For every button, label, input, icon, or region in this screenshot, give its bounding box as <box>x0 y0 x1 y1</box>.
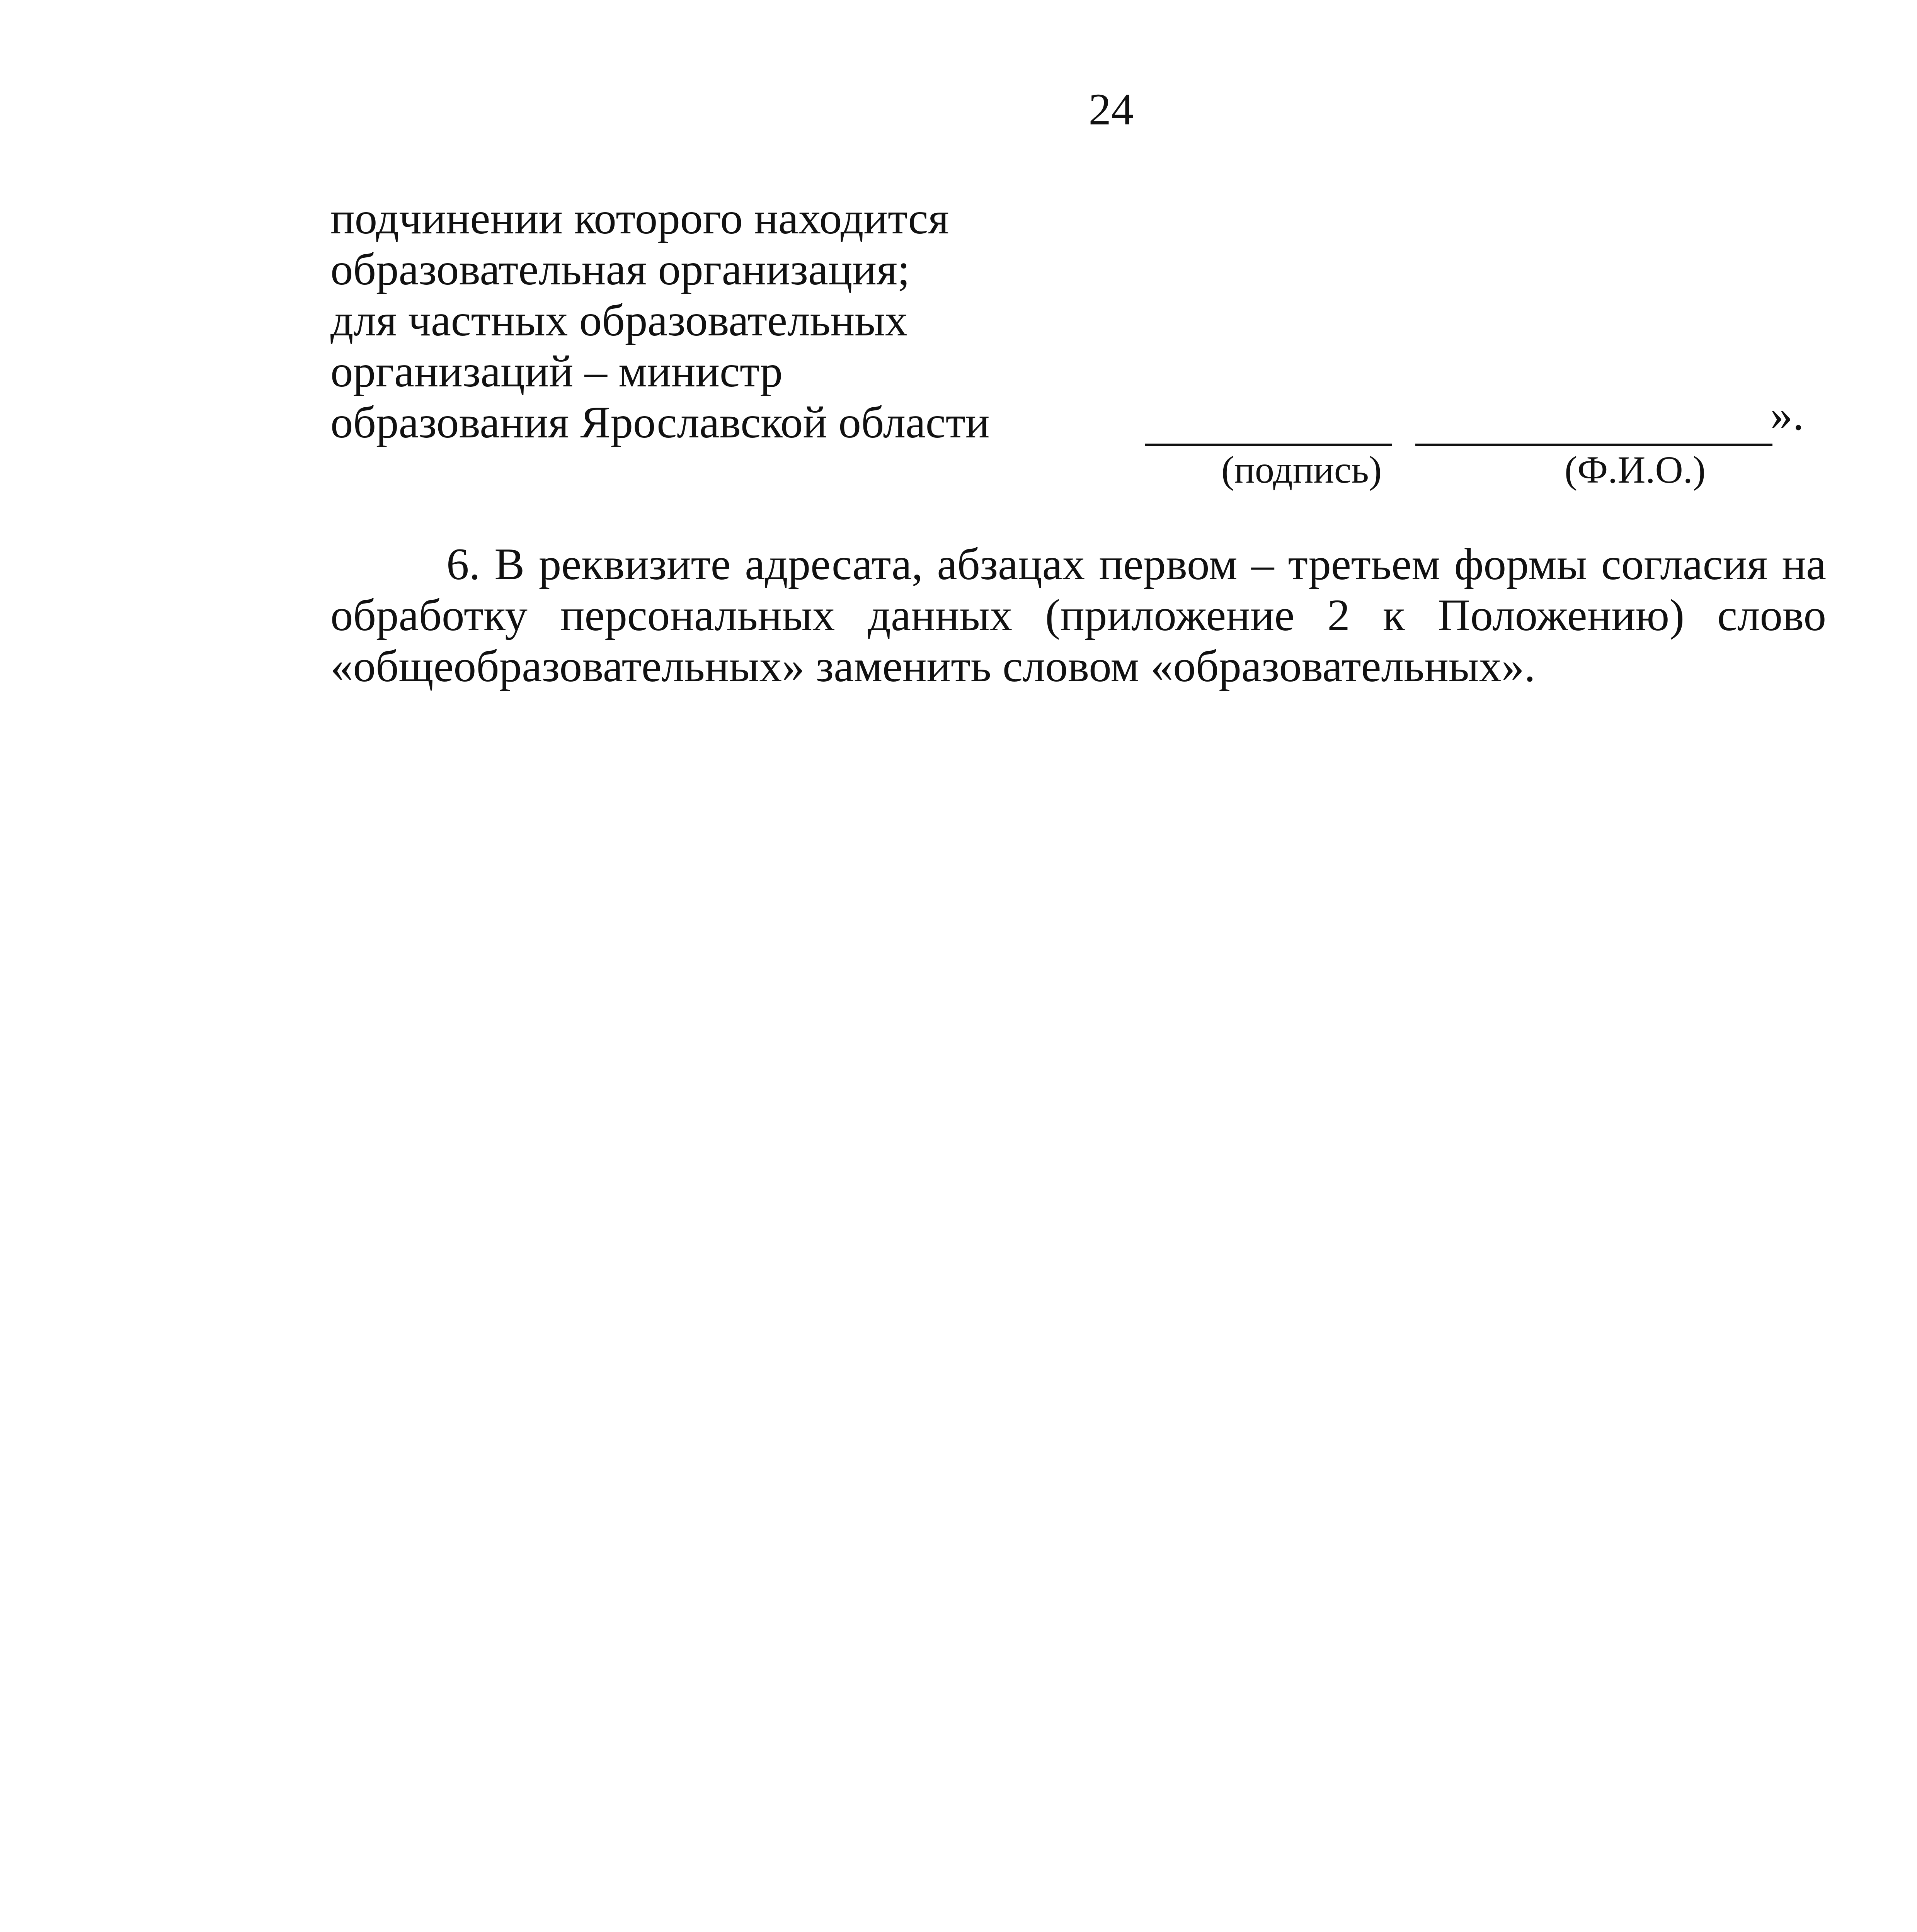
signatory-line-2: образовательная организация; <box>330 245 910 294</box>
name-caption: (Ф.И.О.) <box>1565 448 1706 491</box>
page-number: 24 <box>1088 85 1134 134</box>
signatory-position <box>330 193 989 448</box>
closing-quote: ». <box>1770 390 1804 440</box>
signatory-line-1: подчинении которого находится <box>330 194 949 243</box>
paragraph-line-3: «общеобразовательных» заменить словом «образовательных». <box>330 641 1536 691</box>
signatory-line-3: для частных образовательных <box>330 296 908 345</box>
paragraph-line-1: 6. В реквизите адресата, абзацах первом – третьем формы согласия на <box>446 539 1826 589</box>
signatory-line-4: организаций – министр <box>330 347 783 396</box>
paragraph-line-2: обработку персональных данных (приложение 2 к Положению) слово <box>330 590 1826 640</box>
signature-caption: (подпись) <box>1221 448 1382 491</box>
amendment-paragraph-6 <box>330 539 1826 692</box>
signatory-line-5: образования Ярославской области <box>330 398 990 447</box>
